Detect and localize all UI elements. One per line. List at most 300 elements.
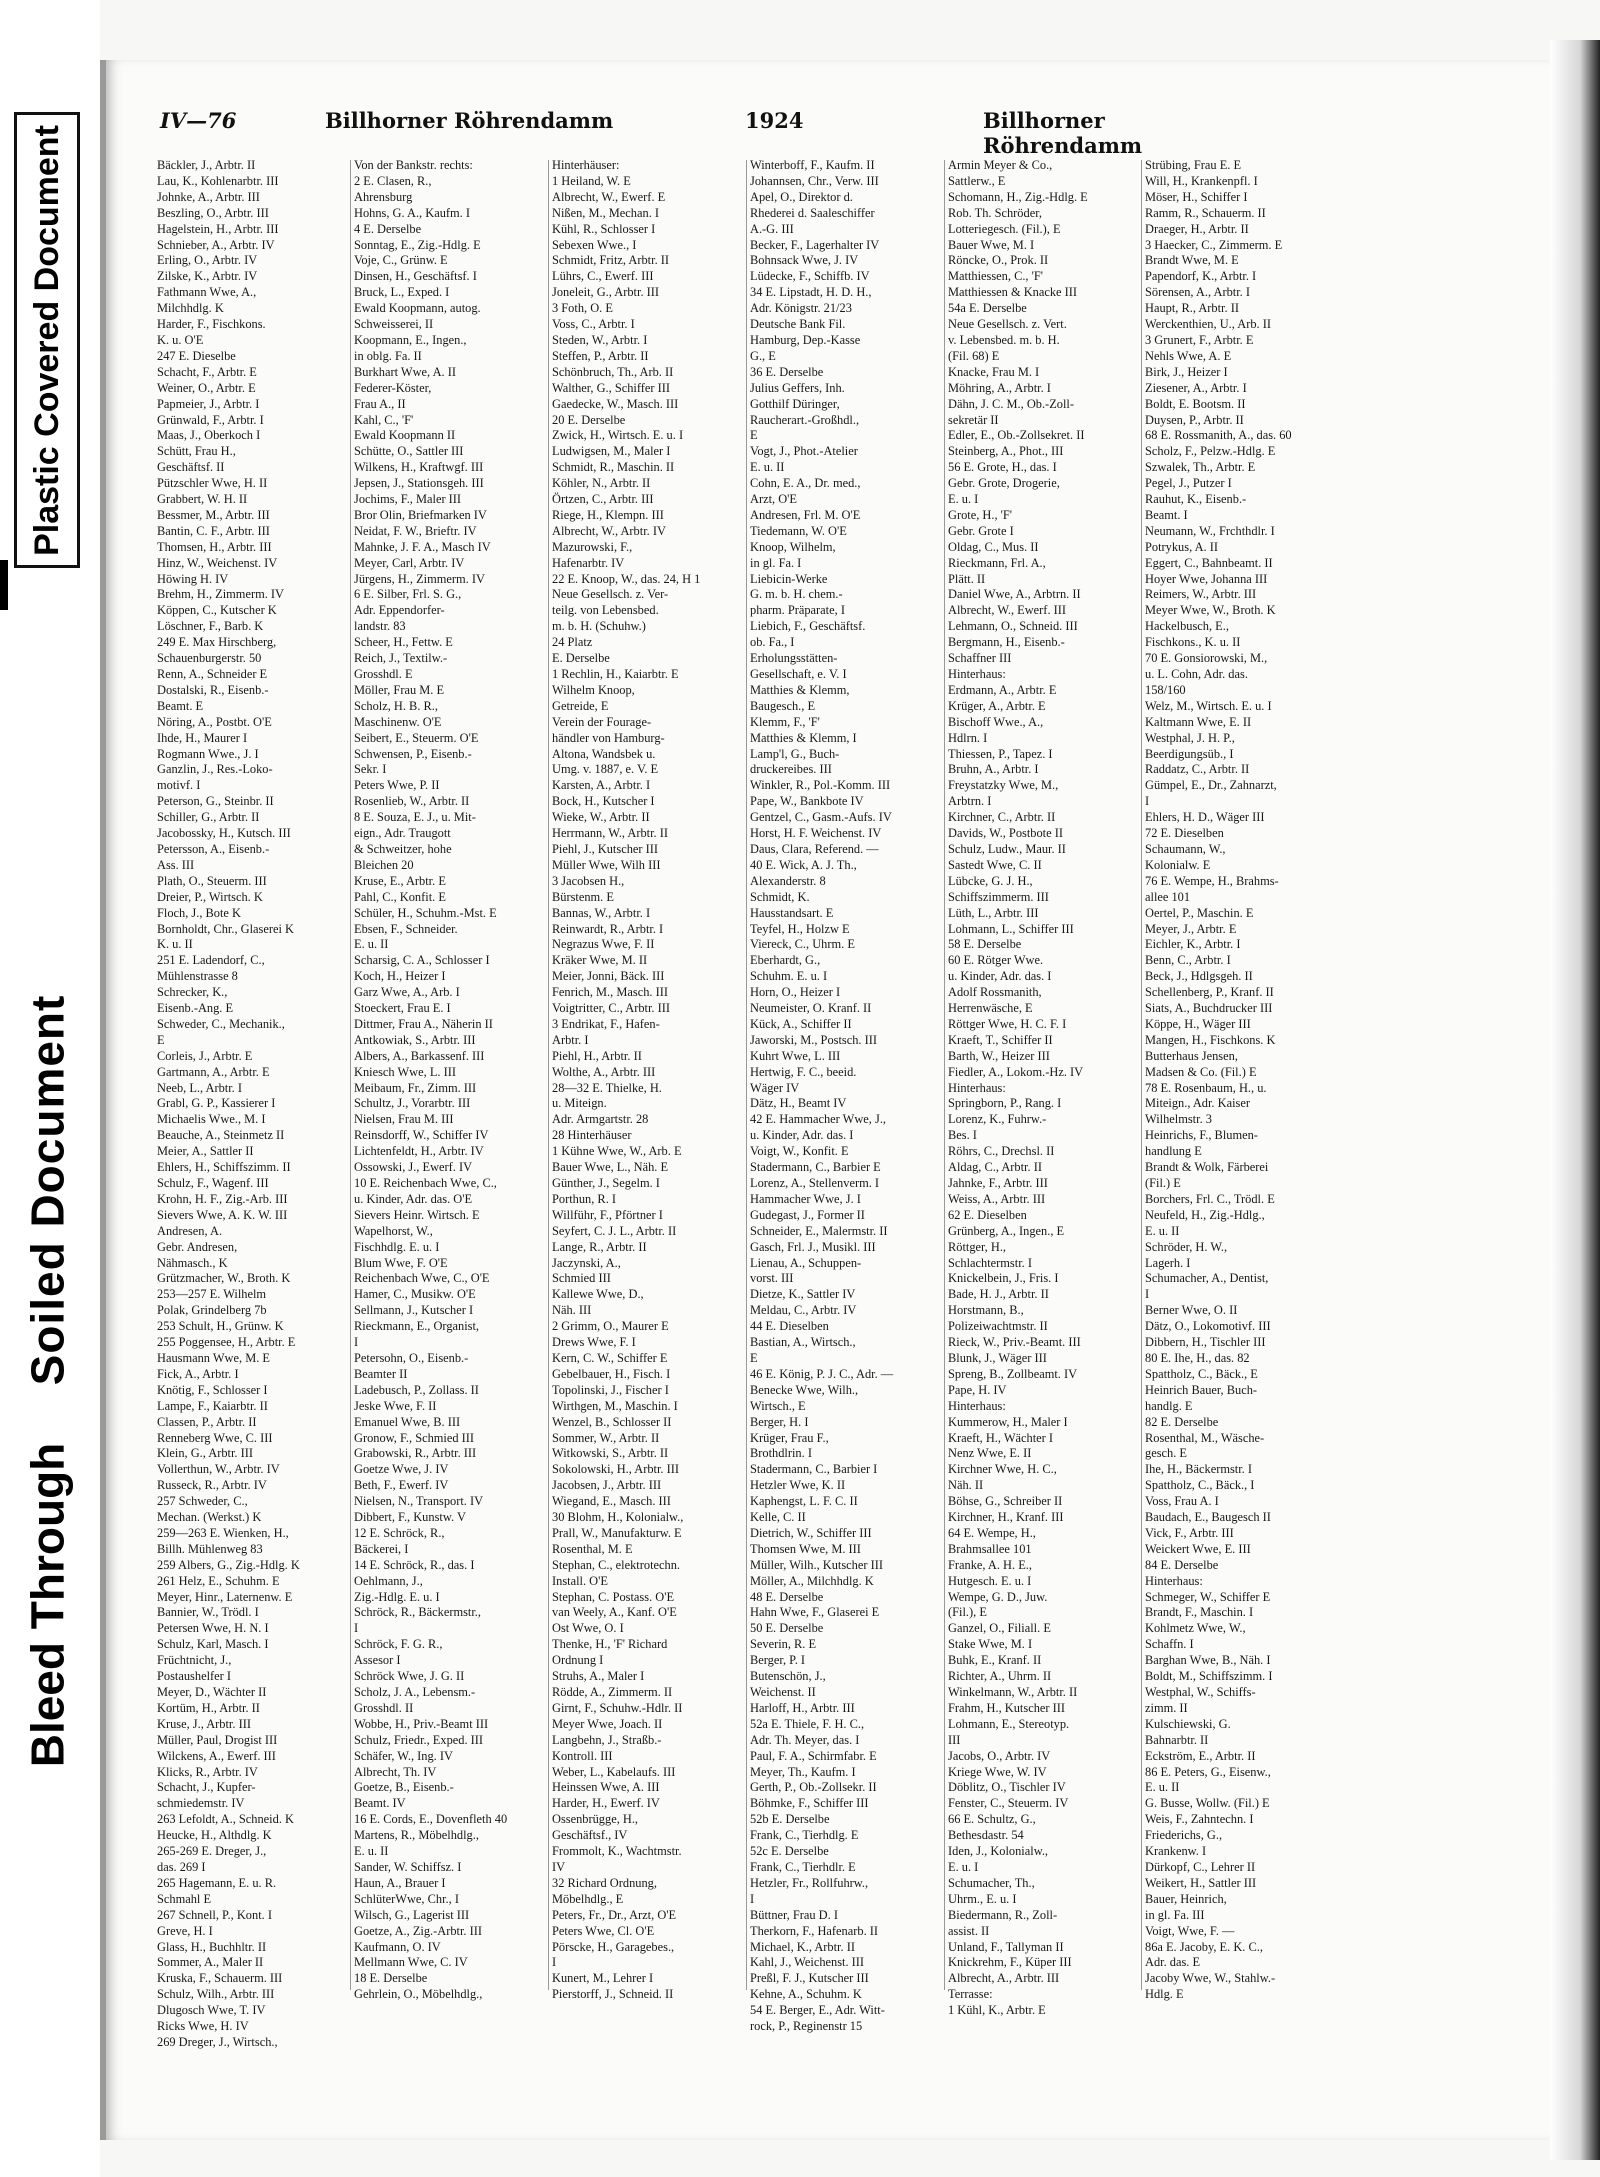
directory-entry: Maschinenw. O'E [354, 714, 442, 729]
directory-entry: in oblg. Fa. II [354, 348, 422, 363]
directory-entry: Heinssen Wwe, A. III [552, 1780, 660, 1795]
directory-entry: A.-G. III [750, 221, 794, 236]
directory-entry: E [750, 428, 758, 443]
directory-entry: Schmidt, K. [750, 889, 810, 904]
directory-entry: Pahl, C., Konfit. E [354, 889, 446, 904]
directory-entry: Voje, C., Grünw. E [354, 253, 448, 268]
directory-entry: 1 Kühne Wwe, W., Arb. E [552, 1144, 682, 1159]
directory-entry: Wilhelm Knoop, [552, 682, 635, 697]
directory-entry: Schütte, O., Sattler III [354, 444, 464, 459]
directory-entry: Knötig, F., Schlosser I [157, 1382, 268, 1397]
directory-entry: Erholungsstätten- [750, 651, 838, 666]
directory-entry: Gümpel, E., Dr., Zahnarzt, [1145, 778, 1277, 793]
directory-entry: 66 E. Schultz, G., [948, 1812, 1036, 1827]
directory-entry: Ossenbrügge, H., [552, 1812, 639, 1827]
directory-entry: Jacobs, O., Arbtr. IV [948, 1748, 1051, 1763]
directory-entry: Gebelbauer, H., Fisch. I [552, 1366, 671, 1381]
directory-entry: (Fil. 68) E [948, 348, 1000, 363]
directory-entry: Adr. das. E [1145, 1955, 1201, 1970]
directory-entry: Jacobsen, J., Arbtr. III [552, 1478, 662, 1493]
directory-entry: in gl. Fa. III [1145, 1907, 1205, 1922]
directory-entry: Meyer, D., Wächter II [157, 1685, 267, 1699]
directory-entry: Kück, A., Schiffer II [750, 1016, 852, 1031]
directory-entry: Bade, H. J., Arbtr. II [948, 1287, 1049, 1302]
directory-entry: Steden, W., Arbtr. I [552, 332, 648, 347]
directory-entry: Krüger, Frau F., [750, 1430, 829, 1445]
directory-entry: Kahl, J., Weichenst. III [750, 1955, 865, 1970]
directory-entry: 42 E. Hammacher Wwe, J., [750, 1112, 887, 1127]
directory-entry: Pegel, J., Putzer I [1145, 476, 1232, 491]
directory-entry: Peters, Fr., Dr., Arzt, O'E [552, 1907, 677, 1922]
directory-entry: Fathmann Wwe, A., [157, 285, 257, 300]
directory-entry: Horst, H. F. Weichenst. IV [750, 826, 882, 841]
directory-entry: Vollerthun, W., Arbtr. IV [157, 1462, 280, 1477]
directory-entry: Herrenwäsche, E [948, 1001, 1033, 1016]
directory-entry: Beth, F., Ewerf. IV [354, 1478, 449, 1493]
directory-entry: Neidat, F. W., Brieftr. IV [354, 523, 477, 538]
directory-entry: E. u. II [354, 1844, 389, 1859]
directory-entry: Schiffszimmerm. III [948, 889, 1049, 904]
directory-entry: Lotteriegesch. (Fil.), E [948, 221, 1061, 236]
directory-entry: Weiner, O., Arbtr. E [157, 380, 256, 395]
directory-entry: Bergmann, H., Eisenb.- [948, 635, 1065, 650]
directory-entry: 265-269 E. Dreger, J., [157, 1844, 267, 1859]
directory-entry: Bannier, W., Trödl. I [157, 1605, 259, 1620]
directory-entry: Michaelis Wwe., M. I [157, 1112, 266, 1127]
directory-entry: Arbtrn. I [948, 794, 992, 809]
directory-entry: Ossowski, J., Ewerf. IV [354, 1160, 473, 1175]
directory-entry: Schulz, Karl, Masch. I [157, 1637, 269, 1652]
directory-entry: I [1145, 794, 1150, 809]
directory-entry: Renneberg Wwe, C. III [157, 1430, 273, 1445]
directory-entry: Winkelmann, W., Arbtr. II [948, 1685, 1078, 1699]
directory-entry: Liebich, F., Geschäftsf. [750, 619, 866, 634]
directory-entry: Teyfel, H., Holzw E [750, 921, 850, 936]
directory-entry: Kahl, C., 'F' [354, 412, 414, 427]
directory-entry: Witkowski, S., Arbtr. II [552, 1446, 669, 1461]
directory-entry: Zwick, H., Wirtsch. E. u. I [552, 428, 684, 443]
directory-entry: Rosenthal, M., Wäsche- [1145, 1430, 1265, 1445]
directory-entry: Schmahl E [157, 1891, 212, 1906]
directory-entry: Schweisserei, II [354, 317, 434, 332]
directory-entry: Petersen Wwe, H. N. I [157, 1621, 269, 1636]
directory-entry: Schellenberg, P., Kranf. II [1145, 985, 1274, 1000]
directory-entry: 78 E. Rosenbaum, H., u. [1145, 1080, 1267, 1095]
directory-entry: Reinsdorff, W., Schiffer IV [354, 1128, 489, 1143]
directory-entry: Hausstandsart. E [750, 905, 834, 920]
directory-entry: Stadermann, C., Barbier I [750, 1462, 878, 1477]
directory-entry: Hamburg, Dep.-Kasse [750, 332, 861, 347]
directory-entry: Adr. Armgartstr. 28 [552, 1112, 649, 1127]
directory-entry: 44 E. Dieselben [750, 1319, 829, 1334]
directory-entry: 24 Platz [552, 635, 593, 650]
directory-entry: 14 E. Schröck, R., das. I [354, 1557, 475, 1572]
directory-entry: Eisenb.-Ang. E [157, 1001, 234, 1016]
directory-entry: Erling, O., Arbtr. IV [157, 253, 258, 268]
directory-entry: Schröder, H. W., [1145, 1239, 1228, 1254]
directory-entry: Andresen, A. [157, 1223, 223, 1238]
directory-entry: Kaufmann, O. IV [354, 1939, 441, 1954]
directory-entry: Plätt. II [948, 571, 986, 586]
directory-entry: Mangen, H., Fischkons. K [1145, 1032, 1276, 1047]
directory-entry: Gentzel, C., Gasm.-Aufs. IV [750, 810, 892, 825]
directory-entry: Neue Gesellsch. z. Ver- [552, 587, 669, 602]
directory-entry: 3 Endrikat, F., Hafen- [552, 1016, 660, 1031]
directory-entry: Schmeger, W., Schiffer E [1145, 1589, 1271, 1604]
directory-entry: Peters Wwe, P. II [354, 778, 440, 793]
directory-entry: Goetze, A., Zig.-Arbtr. III [354, 1923, 482, 1938]
directory-entry: Seibert, E., Steuerm. O'E [354, 730, 479, 745]
directory-entry: Biedermann, R., Zoll- [948, 1907, 1058, 1922]
directory-entry: Geschäftsf., IV [552, 1828, 628, 1843]
directory-entry: Matthiessen & Knacke III [948, 285, 1078, 300]
directory-entry: Grabbert, W. H. II [157, 492, 248, 507]
directory-entry: Ganzlin, J., Res.-Loko- [157, 762, 273, 777]
year-label: 1924 [745, 108, 804, 133]
directory-entry: 269 Dreger, J., Wirtsch., [157, 2034, 278, 2049]
directory-entry: Meyer, Carl, Arbtr. IV [354, 555, 465, 570]
directory-entry: 54 E. Berger, E., Adr. Witt- [750, 2003, 885, 2018]
directory-entry: Uhrm., E. u. I [948, 1891, 1017, 1906]
directory-entry: Federer-Köster, [354, 380, 432, 395]
directory-entry: Böhmke, F., Schiffer III [750, 1796, 869, 1811]
directory-entry: Pape, H. IV [948, 1382, 1007, 1397]
directory-entry: u. Miteign. [552, 1096, 607, 1111]
directory-entry: 2 Grimm, O., Maurer E [552, 1319, 669, 1334]
directory-entry: Brandt, F., Maschin. I [1145, 1605, 1254, 1620]
directory-entry: Gaedecke, W., Masch. III [552, 396, 679, 411]
directory-entry: Oertel, P., Maschin. E [1145, 905, 1254, 920]
directory-entry: Örtzen, C., Arbtr. III [552, 492, 654, 507]
directory-entry: 68 E. Rossmanith, A., das. 60 [1145, 428, 1292, 443]
directory-entry: Kruse, E., Arbtr. E [354, 873, 446, 888]
directory-entry: 22 E. Knoop, W., das. 24, H 1 [552, 571, 701, 586]
directory-entry: Adr. Königstr. 21/23 [750, 301, 852, 316]
directory-entry: Dietze, K., Sattler IV [750, 1287, 856, 1302]
directory-entry: Schultz, J., Vorarbtr. III [354, 1096, 471, 1111]
directory-entry: Schacht, J., Kupfer- [157, 1780, 256, 1795]
directory-entry: Brandt Wwe, M. E [1145, 253, 1239, 268]
directory-entry: Wiegand, E., Masch. III [552, 1494, 671, 1509]
directory-entry: Beauche, A., Steinmetz II [157, 1128, 285, 1143]
directory-entry: Hinterhaus: [948, 1398, 1006, 1413]
directory-entry: Nehls Wwe, A. E [1145, 348, 1232, 363]
directory-entry: Schaffner III [948, 651, 1012, 666]
directory-entry: Ewald Koopmann II [354, 428, 456, 443]
directory-entry: Frank, C., Tierhdlr. E [750, 1859, 856, 1874]
directory-entry: Meier, Jonni, Bäck. III [552, 969, 665, 984]
directory-entry: Polizeiwachtmstr. II [948, 1319, 1048, 1334]
directory-entry: Emanuel Wwe, B. III [354, 1414, 461, 1429]
directory-entry: Gartmann, A., Arbtr. E [157, 1064, 270, 1079]
soiled-document-label: Soiled Document [21, 994, 73, 1386]
directory-entry: E [157, 1032, 165, 1047]
directory-entry: Reich, J., Textilw.- [354, 651, 448, 666]
directory-entry: Hetzler Wwe, K. II [750, 1478, 846, 1493]
directory-entry: Unland, F., Tallyman II [948, 1939, 1064, 1954]
directory-entry: Schulz, F., Wagenf. III [157, 1176, 269, 1190]
directory-entry: Milchhdlg. K [157, 301, 224, 316]
directory-entry: Armin Meyer & Co., [948, 158, 1053, 172]
directory-entry: Arbtr. I [552, 1032, 589, 1047]
directory-entry: Stephan, C. Postass. O'E [552, 1589, 675, 1604]
directory-entry: Kontroll. III [552, 1748, 613, 1763]
directory-entry: Grabl, G. P., Kassierer I [157, 1096, 276, 1111]
directory-entry: Meyer Wwe, Joach. II [552, 1716, 663, 1731]
page-number: IV—76 [160, 108, 237, 133]
directory-entry: I [552, 1955, 557, 1970]
directory-entry: Weichenst. II [750, 1685, 816, 1699]
directory-entry: Richter, A., Uhrm. II [948, 1669, 1052, 1684]
directory-entry: das. 269 I [157, 1859, 206, 1874]
directory-entry: Hagelstein, H., Arbtr. III [157, 221, 279, 236]
directory-entry: 28—32 E. Thielke, H. [552, 1080, 662, 1095]
directory-entry: Jochims, F., Maler III [354, 492, 462, 507]
directory-entry: Harloff, H., Arbtr. III [750, 1700, 855, 1715]
directory-entry: Iden, J., Kolonialw., [948, 1844, 1049, 1859]
directory-entry: Lange, R., Arbtr. II [552, 1239, 647, 1254]
directory-entry: Kaltmann Wwe, E. II [1145, 714, 1252, 729]
directory-entry: Gronow, F., Schmied III [354, 1430, 475, 1445]
directory-entry: Hutgesch. E. u. I [948, 1573, 1032, 1588]
directory-entry: Wäger IV [750, 1080, 800, 1095]
directory-entry: 263 Lefoldt, A., Schneid. K [157, 1812, 294, 1827]
directory-entry: Draeger, H., Arbtr. II [1145, 221, 1249, 236]
directory-entry: Jacobossky, H., Kutsch. III [157, 826, 291, 841]
directory-entry: Frahm, H., Kutscher III [948, 1700, 1065, 1715]
directory-entry: Lohmann, E., Stereotyp. [948, 1716, 1070, 1731]
directory-entry: Näh. II [948, 1478, 984, 1493]
directory-entry: Cohn, E. A., Dr. med., [750, 476, 861, 491]
directory-entry: Sommer, W., Arbtr. II [552, 1430, 660, 1445]
directory-entry: E. u. II [750, 460, 785, 475]
directory-entry: Reimers, W., Arbtr. III [1145, 587, 1257, 602]
directory-entry: Bruhn, A., Arbtr. I [948, 762, 1039, 777]
directory-entry: Berger, H. I [750, 1414, 809, 1429]
directory-entry: Topolinski, J., Fischer I [552, 1382, 669, 1397]
directory-entry: Horstmann, B., [948, 1303, 1024, 1318]
directory-entry: Albrecht, A., Arbtr. III [948, 1971, 1060, 1986]
directory-entry: Hinterhaus: [948, 1080, 1006, 1095]
directory-entry: Sattlerw., E [948, 173, 1006, 188]
directory-entry: Ewald Koopmann, autog. [354, 301, 481, 316]
directory-entry: Ihde, H., Maurer I [157, 730, 248, 745]
directory-column-6 [1145, 158, 1340, 2002]
directory-entry: Piehl, J., Kutscher III [552, 841, 658, 856]
directory-entry: 251 E. Ladendorf, C., [157, 953, 265, 968]
directory-entry: Rieckmann, E., Organist, [354, 1319, 480, 1334]
directory-entry: Hackelbusch, E., [1145, 619, 1229, 634]
directory-entry: 86 E. Peters, G., Eisenw., [1145, 1764, 1271, 1779]
directory-entry: & Schweitzer, hohe [354, 841, 452, 856]
directory-entry: Assesor I [354, 1653, 401, 1668]
directory-entry: 80 E. Ihe, H., das. 82 [1145, 1350, 1250, 1365]
directory-entry: Herrmann, W., Arbtr. II [552, 826, 668, 841]
directory-entry: 16 E. Cords, E., Dovenfleth 40 [354, 1812, 508, 1827]
directory-entry: E [750, 1350, 758, 1365]
directory-entry: 265 Hagemann, E. u. R. [157, 1875, 277, 1890]
directory-entry: Kehne, A., Schuhm. K [750, 1987, 862, 2002]
street-name-left: Billhorner Röhrendamm [325, 108, 614, 133]
directory-entry: 259—263 E. Wienken, H., [157, 1525, 289, 1540]
directory-entry: G., E [750, 348, 776, 363]
directory-entry: Steffen, P., Arbtr. II [552, 348, 649, 363]
directory-entry: Wapelhorst, W., [354, 1223, 433, 1238]
directory-entry: Lüdecke, F., Schiffb. IV [750, 269, 870, 284]
directory-entry: Winkler, R., Pol.-Komm. III [750, 778, 891, 793]
directory-entry: Lohmann, L., Schiffer III [948, 921, 1074, 936]
directory-entry: Fick, A., Arbtr. I [157, 1366, 239, 1381]
directory-entry: handlg. E [1145, 1398, 1193, 1413]
directory-entry: Aldag, C., Arbtr. II [948, 1160, 1042, 1175]
directory-entry: Severin, R. E [750, 1637, 817, 1652]
directory-entry: Schacht, F., Arbtr. E [157, 364, 257, 379]
directory-entry: Jürgens, H., Zimmerm. IV [354, 571, 485, 586]
directory-entry: Müller Wwe, Wilh III [552, 857, 661, 872]
directory-entry: Franke, A. H. E., [948, 1557, 1032, 1572]
directory-entry: Kruse, J., Arbtr. III [157, 1716, 251, 1731]
directory-entry: Hinterhäuser: [552, 158, 620, 172]
directory-entry: Nähmasch., K [157, 1255, 228, 1270]
directory-entry: 52c E. Derselbe [750, 1844, 829, 1859]
directory-entry: Johnke, A., Arbtr. III [157, 189, 260, 204]
directory-entry: Plath, O., Steuerm. III [157, 873, 267, 888]
directory-entry: Friederichs, G., [1145, 1828, 1223, 1843]
directory-entry: SchlüterWwe, Chr., I [354, 1891, 459, 1906]
directory-entry: Freystatzky Wwe, M., [948, 778, 1059, 793]
directory-entry: Viereck, C., Uhrm. E [750, 937, 855, 952]
directory-entry: Schulz, Ludw., Maur. II [948, 841, 1066, 856]
directory-entry: in gl. Fa. I [750, 555, 802, 570]
directory-column-3 [552, 158, 747, 2002]
directory-entry: 64 E. Wempe, H., [948, 1525, 1036, 1540]
directory-entry: Szwalek, Th., Arbtr. E [1145, 460, 1256, 475]
directory-entry: Knickrehm, F., Küper III [948, 1955, 1072, 1970]
directory-entry: Schröck, F. G. R., [354, 1637, 443, 1652]
directory-entry: Kohlmetz Wwe, W., [1145, 1621, 1246, 1636]
directory-entry: Dürkopf, C., Lehrer II [1145, 1859, 1256, 1874]
directory-entry: Bauer, Heinrich, [1145, 1891, 1227, 1906]
directory-entry: Gerth, P., Ob.-Zollsekr. II [750, 1780, 877, 1795]
directory-entry: Raddatz, C., Arbtr. II [1145, 762, 1250, 777]
directory-entry: Röhrs, C., Drechsl. II [948, 1144, 1055, 1159]
directory-entry: 86a E. Jacoby, E. K. C., [1145, 1939, 1263, 1954]
directory-entry: Thiessen, P., Tapez. I [948, 746, 1053, 761]
directory-entry: Davids, W., Postbote II [948, 826, 1063, 841]
directory-entry: Ricks Wwe, H. IV [157, 2019, 249, 2034]
directory-entry: E. Derselbe [552, 651, 610, 666]
directory-entry: Kunert, M., Lehrer I [552, 1971, 654, 1986]
directory-entry: Rogmann Wwe., J. I [157, 746, 259, 761]
directory-entry: Baudach, E., Baugesch II [1145, 1510, 1271, 1525]
page-edge-shadow [1550, 40, 1600, 2160]
directory-entry: Wolthe, A., Arbtr. III [552, 1064, 656, 1079]
directory-entry: Beamt. IV [354, 1796, 406, 1811]
directory-entry: Bohnsack Wwe, J. IV [750, 253, 859, 268]
directory-entry: Bleichen 20 [354, 857, 414, 872]
directory-entry: allee 101 [1145, 889, 1191, 904]
directory-entry: Blum Wwe, F. O'E [354, 1255, 448, 1270]
directory-entry: Dlugosch Wwe, T. IV [157, 2003, 266, 2018]
directory-entry: Rieck, W., Priv.-Beamt. III [948, 1335, 1081, 1350]
directory-entry: Schweder, C., Mechanik., [157, 1016, 285, 1031]
directory-entry: Edler, E., Ob.-Zollsekret. II [948, 428, 1085, 443]
directory-entry: Lorenz, K., Fuhrw.- [948, 1112, 1047, 1127]
directory-entry: Schiller, G., Arbtr. II [157, 810, 260, 825]
directory-entry: Jaworski, M., Postsch. III [750, 1032, 877, 1047]
directory-entry: Spattholz, C., Bäck., I [1145, 1478, 1255, 1493]
directory-entry: Klicks, R., Arbtr. IV [157, 1764, 258, 1779]
directory-entry: Dietrich, W., Schiffer III [750, 1525, 872, 1540]
directory-entry: Sievers Heinr. Wirtsch. E [354, 1207, 480, 1222]
directory-entry: 3 Foth, O. E [552, 301, 613, 316]
directory-entry: Sörensen, A., Arbtr. I [1145, 285, 1250, 300]
directory-entry: Scholz, H. B. R., [354, 698, 438, 713]
directory-entry: Papmeier, J., Arbtr. I [157, 396, 260, 411]
directory-entry: Terrasse: [948, 1987, 993, 2002]
directory-entry: Hamer, C., Musikw. O'E [354, 1287, 476, 1302]
directory-entry: E. u. II [354, 937, 389, 952]
directory-entry: Siats, A., Buchdrucker III [1145, 1001, 1273, 1016]
directory-entry: Albers, A., Barkassenf. III [354, 1048, 485, 1063]
directory-entry: Grünwald, F., Arbtr. I [157, 412, 264, 427]
directory-entry: Meyer, Th., Kaufm. I [750, 1764, 856, 1779]
directory-entry: Mazurowski, F., [552, 539, 633, 554]
directory-entry: 40 E. Wick, A. J. Th., [750, 857, 857, 872]
directory-entry: Köppen, C., Kutscher K [157, 603, 277, 618]
directory-entry: Peters Wwe, Cl. O'E [552, 1923, 655, 1938]
directory-entry: Kolonialw. E [1145, 857, 1211, 872]
directory-entry: Pape, W., Bankbote IV [750, 794, 864, 809]
directory-entry: Fenster, C., Steuerm. IV [948, 1796, 1069, 1811]
directory-entry: Kraeft, T., Schiffer II [948, 1032, 1053, 1047]
directory-entry: Jahnke, F., Arbtr. III [948, 1176, 1048, 1190]
directory-entry: Frommolt, K., Wachtmstr. [552, 1844, 682, 1859]
directory-entry: Röncke, O., Prok. II [948, 253, 1049, 268]
directory-entry: Lührs, C., Ewerf. III [552, 269, 654, 284]
directory-entry: Schüler, H., Schuhm.-Mst. E [354, 905, 497, 920]
directory-entry: Jepsen, J., Stationsgeh. III [354, 476, 484, 491]
directory-entry: 20 E. Derselbe [552, 412, 626, 427]
directory-entry: Deutsche Bank Fil. [750, 317, 846, 332]
directory-entry: (Fil.), E [948, 1605, 987, 1620]
directory-entry: u. L. Cohn, Adr. das. [1145, 667, 1248, 681]
directory-entry: 1 Heiland, W. E [552, 173, 631, 188]
directory-entry: Ludwigsen, M., Maler I [552, 444, 671, 459]
directory-entry: Grünberg, A., Ingen., E [948, 1223, 1065, 1238]
directory-entry: Hertwig, F. C., beeid. [750, 1064, 857, 1079]
directory-entry: Höwing H. IV [157, 571, 229, 586]
directory-entry: Dibbern, H., Tischler III [1145, 1335, 1266, 1350]
directory-entry: Schumacher, Th., [948, 1875, 1035, 1890]
directory-entry: Koch, H., Heizer I [354, 969, 446, 984]
directory-entry: Bruck, L., Exped. I [354, 285, 450, 300]
page-header [160, 108, 1260, 158]
directory-entry: Bastian, A., Wirtsch., [750, 1335, 856, 1350]
directory-entry: 28 Hinterhäuser [552, 1128, 632, 1143]
directory-entry: Bes. I [948, 1128, 977, 1143]
directory-entry: Bannas, W., Arbtr. I [552, 905, 651, 920]
directory-entry: Lagerh. I [1145, 1255, 1191, 1270]
directory-entry: Von der Bankstr. rechts: [354, 158, 473, 172]
directory-entry: Grote, H., 'F' [948, 507, 1013, 522]
directory-entry: Dittmer, Frau A., Näherin II [354, 1016, 493, 1031]
directory-entry: Sievers Wwe, A. K. W. III [157, 1207, 288, 1222]
directory-entry: I [750, 1891, 755, 1906]
directory-entry: Thomsen Wwe, M. III [750, 1541, 861, 1556]
directory-entry: 10 E. Reichenbach Wwe, C., [354, 1176, 497, 1190]
directory-entry: Krüger, A., Arbtr. E [948, 698, 1046, 713]
